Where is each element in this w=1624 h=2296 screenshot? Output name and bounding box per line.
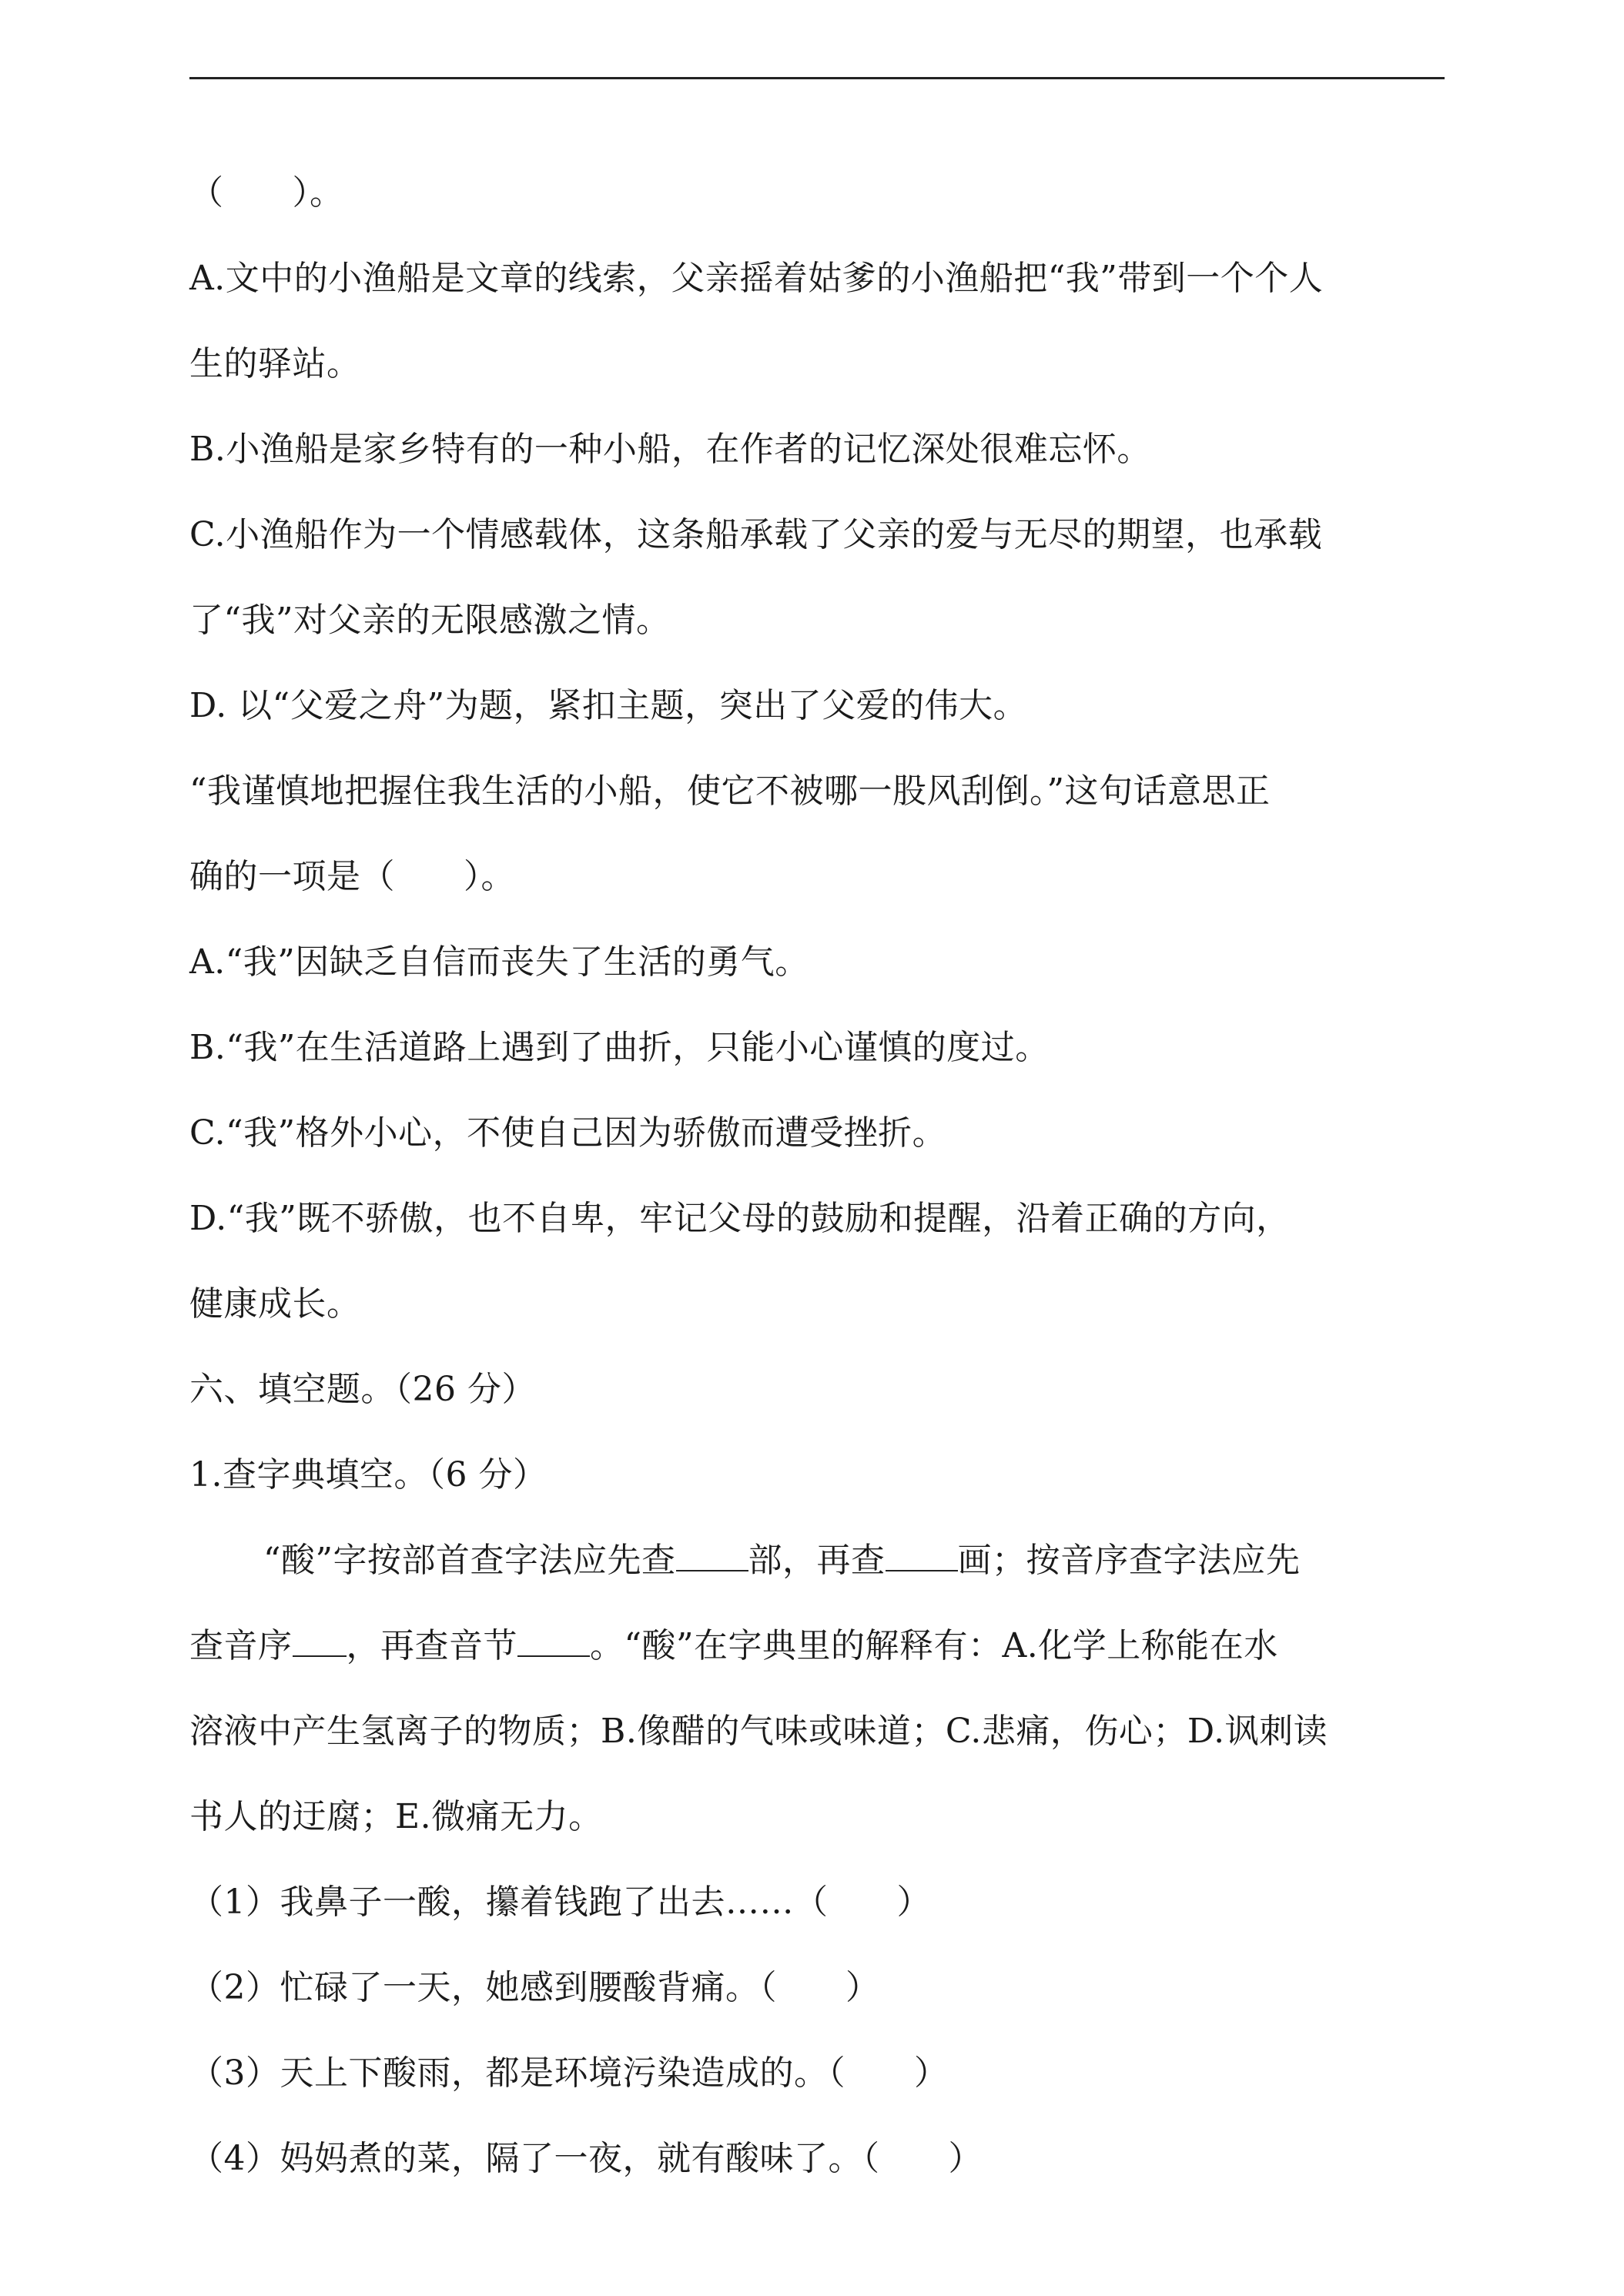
option-a-line-1: A.文中的小渔船是文章的线索，父亲摇着姑爹的小渔船把“我”带到一个个人 <box>189 259 1324 298</box>
answer-d-line-2: 健康成长。 <box>189 1284 361 1324</box>
fill-line-4: 书人的迂腐；E.微痛无力。 <box>189 1797 603 1836</box>
question-line-2: 确的一项是（ ）。 <box>189 857 515 896</box>
option-c-line-2: 了“我”对父亲的无限感激之情。 <box>189 601 671 640</box>
fill-blank-strokes[interactable] <box>886 1539 958 1571</box>
fill-blank-letter[interactable] <box>293 1625 347 1657</box>
question-paren-line: （ ）。 <box>189 173 344 213</box>
fill-text: ，再查音节 <box>346 1626 517 1665</box>
section-heading: 六、填空题。（26 分） <box>189 1370 536 1409</box>
fill-text: 。“酸”在字典里的解释有：A.化学上称能在水 <box>590 1626 1278 1665</box>
fill-line-1 <box>189 1518 1445 1603</box>
answer-a: A.“我”因缺乏自信而丧失了生活的勇气。 <box>189 942 809 982</box>
fill-line-3: 溶液中产生氢离子的物质；B.像醋的气味或味道；C.悲痛，伤心；D.讽刺读 <box>189 1712 1328 1751</box>
fill-text: 画；按音序查字法应先 <box>957 1541 1301 1580</box>
option-b: B.小渔船是家乡特有的一种小船，在作者的记忆深处很难忘怀。 <box>189 430 1151 469</box>
answer-c: C.“我”格外小心，不使自己因为骄傲而遭受挫折。 <box>189 1113 947 1153</box>
item-3: （3）天上下酸雨，都是环境污染造成的。（ ） <box>189 2053 949 2093</box>
header-rule <box>189 77 1445 79</box>
fill-blank-radical[interactable] <box>676 1539 748 1571</box>
option-d: D. 以“父爱之舟”为题，紧扣主题，突出了父爱的伟大。 <box>189 686 1028 725</box>
option-a-line-2: 生的驿站。 <box>189 344 361 383</box>
fill-blank-syllable[interactable] <box>517 1625 590 1657</box>
item-1: （1）我鼻子一酸，攥着钱跑了出去……（ ） <box>189 1883 931 1922</box>
subquestion-heading: 1.查字典填空。（6 分） <box>189 1455 547 1494</box>
question-line-1: “我谨慎地把握住我生活的小船，使它不被哪一股风刮倒。”这句话意思正 <box>189 771 1271 811</box>
fill-text: 部，再查 <box>748 1541 886 1580</box>
item-4: （4）妈妈煮的菜，隔了一夜，就有酸味了。（ ） <box>189 2139 983 2178</box>
answer-b: B.“我”在生活道路上遇到了曲折，只能小心谨慎的度过。 <box>189 1028 1050 1067</box>
fill-line-2 <box>189 1603 1445 1689</box>
fill-text: “酸”字按部首查字法应先查 <box>263 1541 676 1580</box>
fill-text: 查音序 <box>189 1626 293 1665</box>
item-2: （2）忙碌了一天，她感到腰酸背痛。（ ） <box>189 1968 880 2007</box>
option-c-line-1: C.小渔船作为一个情感载体，这条船承载了父亲的爱与无尽的期望，也承载 <box>189 515 1323 554</box>
answer-d-line-1: D.“我”既不骄傲，也不自卑，牢记父母的鼓励和提醒，沿着正确的方向， <box>189 1199 1291 1238</box>
document-body <box>189 150 1445 2201</box>
